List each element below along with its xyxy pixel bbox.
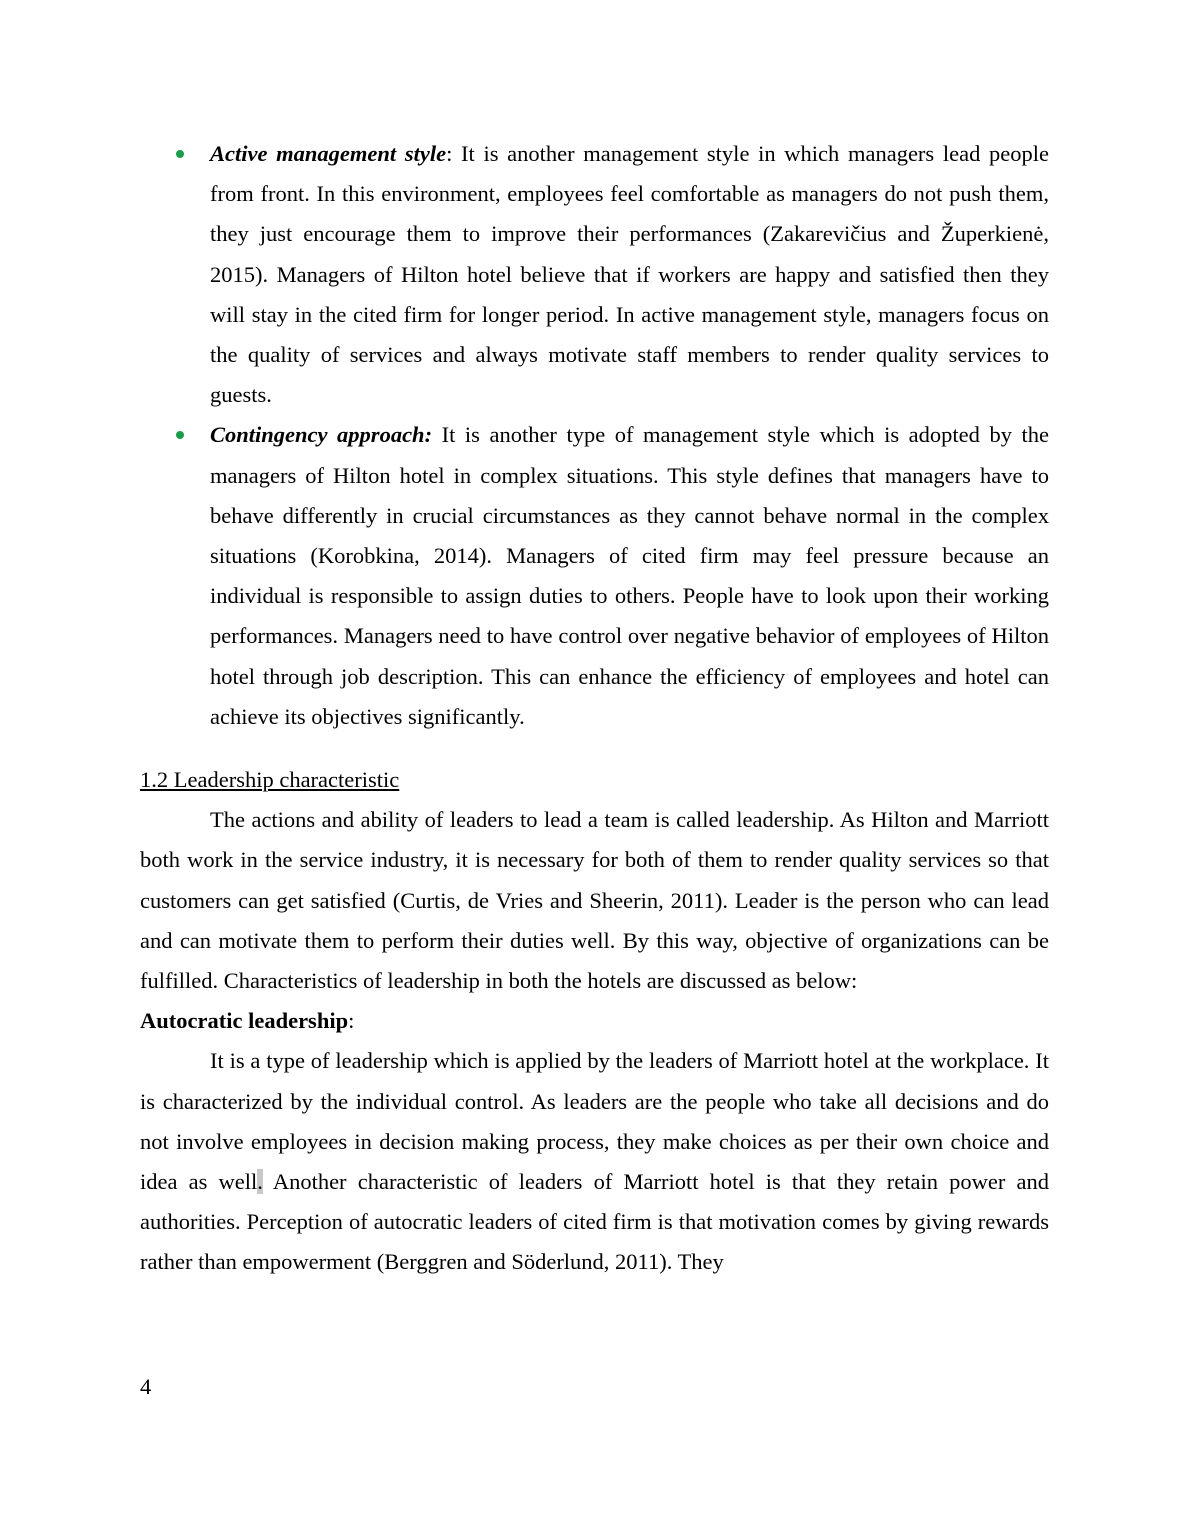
bullet-point-icon (176, 431, 184, 439)
bullet-item-contingency-approach (140, 415, 1049, 737)
section-heading: 1.2 Leadership characteristic (140, 767, 400, 793)
page-number: 4 (140, 1374, 152, 1399)
autocratic-text-part-2: Another characteristic of leaders of Marriott hotel is that they retain power and authorities. Perception of autocratic leaders of cited firm is that motivation comes by giving rewards rather than empowerment (Berggren and Söderlund, 2011). They (140, 1169, 1049, 1275)
bullet-term: Contingency approach: (210, 422, 433, 448)
bullet-text: It is another management style in which managers lead people from front. In this environment, employees feel comfortable as managers do not push them, they just encourage them to improve their performances (Zakarevičius and Župerkienė, 2015). Managers of Hilton hotel believe that if workers are happy and satisfied then they will stay in the cited firm for longer period. In active management style, managers focus on the quality of services and always motivate staff members to render quality services to guests. (210, 141, 1049, 408)
bullet-point-icon (176, 150, 184, 158)
autocratic-paragraph (140, 1041, 1049, 1282)
bullet-item-active-management (140, 134, 1049, 415)
bullet-term: Active management style (210, 141, 447, 166)
autocratic-heading-line (140, 1001, 1049, 1041)
leadership-paragraph: The actions and ability of leaders to lead a team is called leadership. As Hilton and Marriott both work in the service industry, it is necessary for both of them to render quality services so that customers can get satisfied (Curtis, de Vries and Sheerin, 2011). Leader is the person who can lead and can motivate them to perform their duties well. By this way, objective of organizations can be fulfilled. Characteristics of leadership in both the hotels are discussed as below: (140, 807, 1049, 994)
page-content (140, 134, 1049, 1283)
highlighted-character: . (257, 1169, 263, 1195)
bullet-separator: : (446, 141, 453, 166)
autocratic-heading-colon: : (348, 1008, 355, 1034)
autocratic-text-part-1: It is a type of leadership which is applied by the leaders of Marriott hotel at the workplace. It is characterized by the individual control. As leaders are the people who take all decisions and do not involve employees in decision making process, they make choices as per their own choice and idea as well (140, 1048, 1049, 1195)
autocratic-heading: Autocratic leadership (140, 1008, 349, 1034)
bullet-text: It is another type of management style which is adopted by the managers of Hilton hotel in complex situations. This style defines that managers have to behave differently in crucial circumstances as they cannot behave normal in the complex situations (Korobkina, 2014). Managers of cited firm may feel pressure because an individual is responsible to assign duties to others. People have to look upon their working performances. Managers need to have control over negative behavior of employees of Hilton hotel through job description. This can enhance the efficiency of employees and hotel can achieve its objectives significantly. (210, 422, 1049, 729)
